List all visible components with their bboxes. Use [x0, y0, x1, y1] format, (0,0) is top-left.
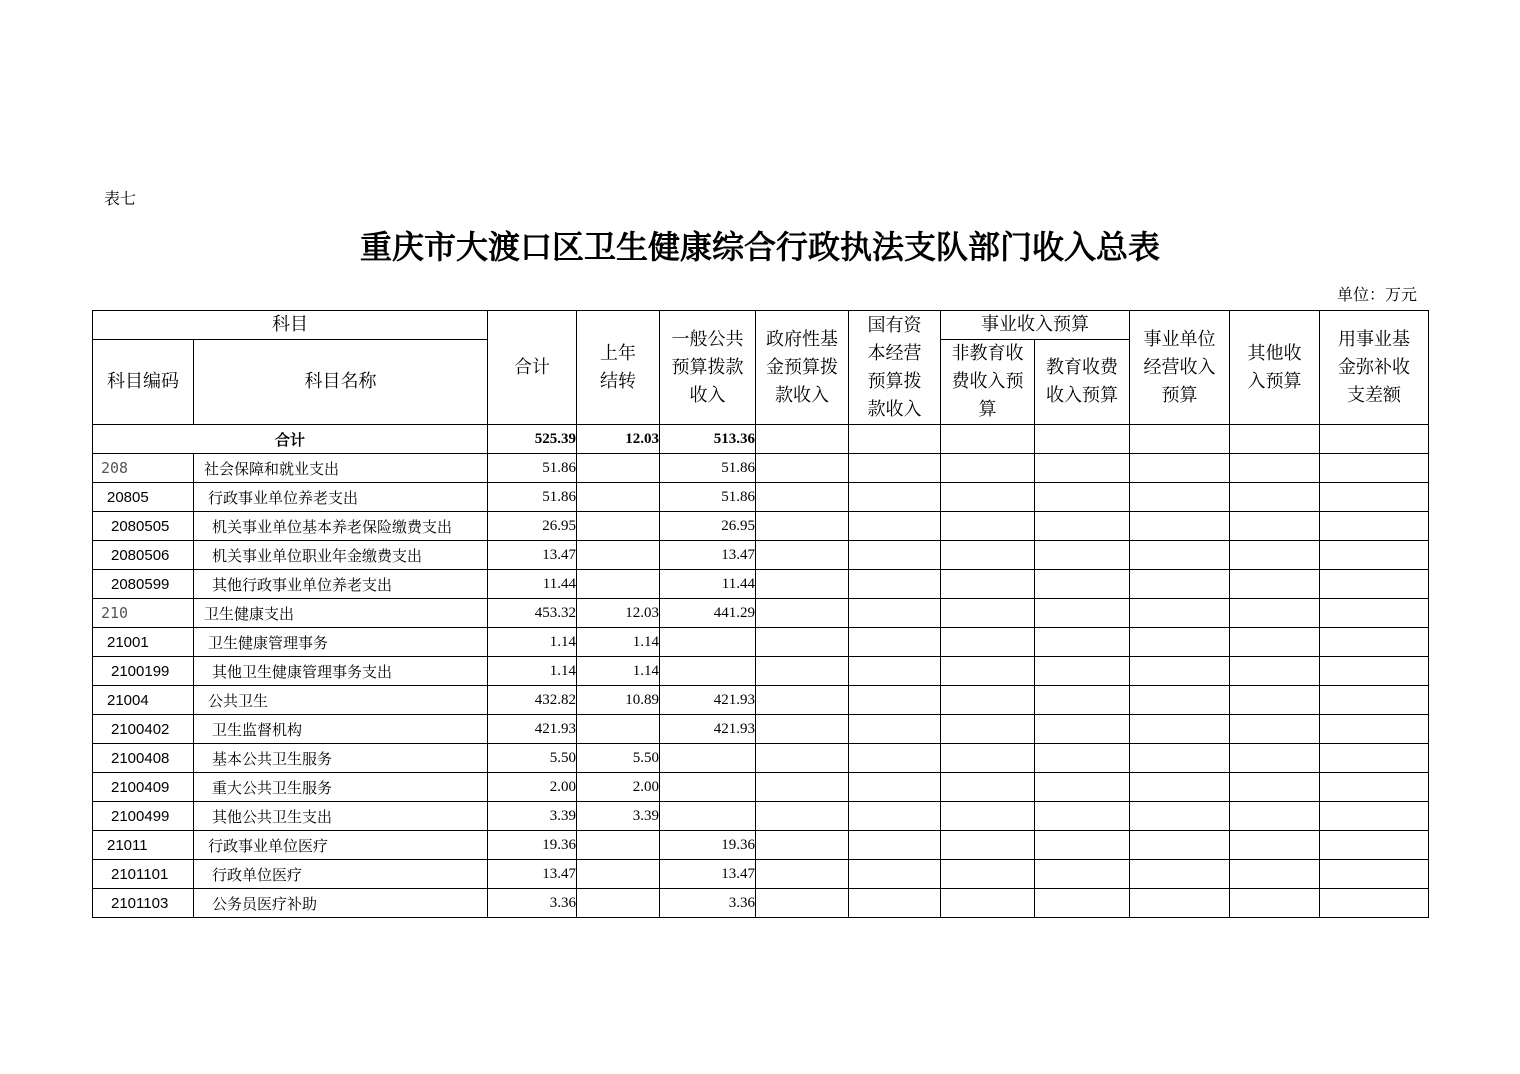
total-carryover: 12.03 — [577, 425, 660, 454]
table-row — [93, 541, 1429, 570]
cell-other-income — [1230, 483, 1320, 512]
cell-general-budget: 3.36 — [660, 889, 756, 918]
table-row — [93, 860, 1429, 889]
cell-non-edu-fee — [941, 773, 1035, 802]
cell-code: 2100408 — [93, 744, 194, 773]
cell-carryover: 5.50 — [577, 744, 660, 773]
cell-fund-offset — [1320, 512, 1429, 541]
cell-gov-fund — [756, 628, 849, 657]
cell-carryover — [577, 831, 660, 860]
total-state-capital — [849, 425, 941, 454]
cell-unit-operating — [1130, 744, 1230, 773]
cell-general-budget — [660, 744, 756, 773]
cell-other-income — [1230, 831, 1320, 860]
cell-non-edu-fee — [941, 686, 1035, 715]
cell-name: 其他行政事业单位养老支出 — [194, 570, 488, 599]
header-subject: 科目 — [93, 311, 488, 340]
cell-total: 51.86 — [488, 454, 577, 483]
income-summary-table — [92, 310, 1429, 918]
cell-general-budget: 26.95 — [660, 512, 756, 541]
header-state-capital: 国有资本经营预算拨款收入 — [849, 311, 941, 425]
cell-fund-offset — [1320, 773, 1429, 802]
cell-code: 2101103 — [93, 889, 194, 918]
cell-name: 卫生监督机构 — [194, 715, 488, 744]
cell-code: 208 — [93, 454, 194, 483]
cell-total: 5.50 — [488, 744, 577, 773]
table-row — [93, 454, 1429, 483]
cell-general-budget — [660, 628, 756, 657]
cell-non-edu-fee — [941, 541, 1035, 570]
total-total: 525.39 — [488, 425, 577, 454]
cell-code: 2100499 — [93, 802, 194, 831]
cell-edu-fee — [1035, 831, 1130, 860]
cell-state-capital — [849, 860, 941, 889]
total-fund-offset — [1320, 425, 1429, 454]
cell-unit-operating — [1130, 599, 1230, 628]
cell-edu-fee — [1035, 570, 1130, 599]
cell-edu-fee — [1035, 744, 1130, 773]
cell-gov-fund — [756, 831, 849, 860]
cell-name: 其他公共卫生支出 — [194, 802, 488, 831]
cell-unit-operating — [1130, 483, 1230, 512]
total-label: 合计 — [93, 425, 488, 454]
cell-gov-fund — [756, 773, 849, 802]
cell-carryover: 3.39 — [577, 802, 660, 831]
cell-state-capital — [849, 483, 941, 512]
cell-gov-fund — [756, 860, 849, 889]
cell-carryover — [577, 512, 660, 541]
cell-unit-operating — [1130, 628, 1230, 657]
cell-carryover — [577, 715, 660, 744]
cell-edu-fee — [1035, 889, 1130, 918]
total-edu-fee — [1035, 425, 1130, 454]
cell-other-income — [1230, 454, 1320, 483]
cell-fund-offset — [1320, 454, 1429, 483]
cell-general-budget: 51.86 — [660, 454, 756, 483]
cell-fund-offset — [1320, 599, 1429, 628]
table-row — [93, 570, 1429, 599]
cell-total: 3.36 — [488, 889, 577, 918]
cell-total: 1.14 — [488, 657, 577, 686]
cell-state-capital — [849, 454, 941, 483]
cell-other-income — [1230, 744, 1320, 773]
header-code: 科目编码 — [93, 340, 194, 425]
cell-unit-operating — [1130, 454, 1230, 483]
cell-fund-offset — [1320, 802, 1429, 831]
cell-state-capital — [849, 773, 941, 802]
cell-code: 21001 — [93, 628, 194, 657]
cell-non-edu-fee — [941, 802, 1035, 831]
total-non-edu-fee — [941, 425, 1035, 454]
cell-unit-operating — [1130, 512, 1230, 541]
cell-name: 重大公共卫生服务 — [194, 773, 488, 802]
table-row — [93, 483, 1429, 512]
cell-carryover: 1.14 — [577, 628, 660, 657]
cell-total: 2.00 — [488, 773, 577, 802]
cell-general-budget: 421.93 — [660, 715, 756, 744]
header-unit-operating: 事业单位经营收入预算 — [1130, 311, 1230, 425]
cell-non-edu-fee — [941, 628, 1035, 657]
cell-total: 13.47 — [488, 860, 577, 889]
cell-total: 51.86 — [488, 483, 577, 512]
table-label: 表七 — [104, 189, 137, 208]
cell-general-budget — [660, 773, 756, 802]
cell-code: 2101101 — [93, 860, 194, 889]
cell-fund-offset — [1320, 715, 1429, 744]
cell-other-income — [1230, 860, 1320, 889]
cell-code: 20805 — [93, 483, 194, 512]
cell-name: 行政事业单位医疗 — [194, 831, 488, 860]
cell-state-capital — [849, 715, 941, 744]
cell-unit-operating — [1130, 802, 1230, 831]
cell-total: 11.44 — [488, 570, 577, 599]
cell-gov-fund — [756, 889, 849, 918]
cell-other-income — [1230, 715, 1320, 744]
cell-carryover — [577, 570, 660, 599]
page-title: 重庆市大渡口区卫生健康综合行政执法支队部门收入总表 — [359, 228, 1160, 266]
cell-edu-fee — [1035, 454, 1130, 483]
cell-edu-fee — [1035, 686, 1130, 715]
cell-general-budget — [660, 802, 756, 831]
cell-fund-offset — [1320, 541, 1429, 570]
cell-name: 卫生健康管理事务 — [194, 628, 488, 657]
cell-total: 3.39 — [488, 802, 577, 831]
cell-total: 432.82 — [488, 686, 577, 715]
cell-general-budget: 51.86 — [660, 483, 756, 512]
cell-non-edu-fee — [941, 860, 1035, 889]
cell-non-edu-fee — [941, 715, 1035, 744]
cell-code: 21011 — [93, 831, 194, 860]
cell-name: 公共卫生 — [194, 686, 488, 715]
cell-state-capital — [849, 599, 941, 628]
cell-edu-fee — [1035, 860, 1130, 889]
cell-name: 卫生健康支出 — [194, 599, 488, 628]
table-row — [93, 744, 1429, 773]
cell-edu-fee — [1035, 657, 1130, 686]
header-non-edu-fee: 非教育收费收入预算 — [941, 340, 1035, 425]
cell-gov-fund — [756, 715, 849, 744]
cell-edu-fee — [1035, 541, 1130, 570]
cell-non-edu-fee — [941, 483, 1035, 512]
cell-general-budget: 13.47 — [660, 541, 756, 570]
cell-code: 210 — [93, 599, 194, 628]
cell-unit-operating — [1130, 686, 1230, 715]
cell-total: 26.95 — [488, 512, 577, 541]
cell-name: 机关事业单位职业年金缴费支出 — [194, 541, 488, 570]
cell-gov-fund — [756, 802, 849, 831]
cell-carryover: 1.14 — [577, 657, 660, 686]
cell-fund-offset — [1320, 570, 1429, 599]
cell-carryover — [577, 541, 660, 570]
cell-state-capital — [849, 628, 941, 657]
header-general-budget: 一般公共预算拨款收入 — [660, 311, 756, 425]
cell-unit-operating — [1130, 860, 1230, 889]
cell-other-income — [1230, 570, 1320, 599]
table-row — [93, 889, 1429, 918]
cell-carryover: 2.00 — [577, 773, 660, 802]
cell-carryover: 10.89 — [577, 686, 660, 715]
cell-gov-fund — [756, 483, 849, 512]
table-row — [93, 512, 1429, 541]
total-other-income — [1230, 425, 1320, 454]
cell-unit-operating — [1130, 889, 1230, 918]
cell-name: 其他卫生健康管理事务支出 — [194, 657, 488, 686]
cell-unit-operating — [1130, 541, 1230, 570]
cell-other-income — [1230, 657, 1320, 686]
cell-fund-offset — [1320, 657, 1429, 686]
cell-other-income — [1230, 889, 1320, 918]
cell-other-income — [1230, 541, 1320, 570]
cell-general-budget — [660, 657, 756, 686]
cell-total: 421.93 — [488, 715, 577, 744]
cell-fund-offset — [1320, 889, 1429, 918]
cell-code: 21004 — [93, 686, 194, 715]
cell-fund-offset — [1320, 686, 1429, 715]
cell-gov-fund — [756, 454, 849, 483]
header-other-income: 其他收入预算 — [1230, 311, 1320, 425]
table-row — [93, 773, 1429, 802]
cell-other-income — [1230, 599, 1320, 628]
cell-name: 基本公共卫生服务 — [194, 744, 488, 773]
cell-total: 13.47 — [488, 541, 577, 570]
cell-non-edu-fee — [941, 599, 1035, 628]
table-row — [93, 657, 1429, 686]
cell-state-capital — [849, 831, 941, 860]
cell-fund-offset — [1320, 744, 1429, 773]
cell-state-capital — [849, 541, 941, 570]
cell-non-edu-fee — [941, 512, 1035, 541]
cell-non-edu-fee — [941, 889, 1035, 918]
table-row — [93, 831, 1429, 860]
cell-name: 行政事业单位养老支出 — [194, 483, 488, 512]
cell-general-budget: 19.36 — [660, 831, 756, 860]
cell-edu-fee — [1035, 802, 1130, 831]
cell-unit-operating — [1130, 715, 1230, 744]
cell-state-capital — [849, 744, 941, 773]
cell-edu-fee — [1035, 483, 1130, 512]
cell-non-edu-fee — [941, 454, 1035, 483]
cell-state-capital — [849, 686, 941, 715]
cell-other-income — [1230, 773, 1320, 802]
header-carryover: 上年结转 — [577, 311, 660, 425]
cell-total: 453.32 — [488, 599, 577, 628]
cell-gov-fund — [756, 541, 849, 570]
cell-carryover: 12.03 — [577, 599, 660, 628]
total-row — [93, 425, 1429, 454]
cell-other-income — [1230, 628, 1320, 657]
cell-other-income — [1230, 686, 1320, 715]
cell-code: 2100199 — [93, 657, 194, 686]
cell-general-budget: 441.29 — [660, 599, 756, 628]
table-row — [93, 599, 1429, 628]
cell-fund-offset — [1320, 628, 1429, 657]
cell-code: 2080505 — [93, 512, 194, 541]
cell-state-capital — [849, 512, 941, 541]
header-gov-fund: 政府性基金预算拨款收入 — [756, 311, 849, 425]
cell-name: 行政单位医疗 — [194, 860, 488, 889]
cell-unit-operating — [1130, 657, 1230, 686]
cell-edu-fee — [1035, 715, 1130, 744]
total-unit-operating — [1130, 425, 1230, 454]
cell-name: 社会保障和就业支出 — [194, 454, 488, 483]
cell-name: 机关事业单位基本养老保险缴费支出 — [194, 512, 488, 541]
table-row — [93, 628, 1429, 657]
cell-name: 公务员医疗补助 — [194, 889, 488, 918]
cell-code: 2080506 — [93, 541, 194, 570]
cell-carryover — [577, 483, 660, 512]
header-fund-offset: 用事业基金弥补收支差额 — [1320, 311, 1429, 425]
header-total: 合计 — [488, 311, 577, 425]
cell-carryover — [577, 860, 660, 889]
total-general-budget: 513.36 — [660, 425, 756, 454]
cell-code: 2100409 — [93, 773, 194, 802]
cell-state-capital — [849, 802, 941, 831]
cell-edu-fee — [1035, 512, 1130, 541]
cell-carryover — [577, 454, 660, 483]
cell-edu-fee — [1035, 773, 1130, 802]
unit-label: 单位：万元 — [1336, 285, 1417, 304]
cell-non-edu-fee — [941, 570, 1035, 599]
cell-general-budget: 421.93 — [660, 686, 756, 715]
cell-fund-offset — [1320, 860, 1429, 889]
table-row — [93, 715, 1429, 744]
cell-gov-fund — [756, 686, 849, 715]
cell-total: 1.14 — [488, 628, 577, 657]
total-gov-fund — [756, 425, 849, 454]
cell-state-capital — [849, 570, 941, 599]
cell-state-capital — [849, 657, 941, 686]
cell-general-budget: 11.44 — [660, 570, 756, 599]
cell-edu-fee — [1035, 628, 1130, 657]
cell-non-edu-fee — [941, 744, 1035, 773]
header-name: 科目名称 — [194, 340, 488, 425]
cell-other-income — [1230, 802, 1320, 831]
cell-gov-fund — [756, 657, 849, 686]
table-row — [93, 686, 1429, 715]
cell-non-edu-fee — [941, 831, 1035, 860]
cell-gov-fund — [756, 570, 849, 599]
cell-carryover — [577, 889, 660, 918]
cell-gov-fund — [756, 599, 849, 628]
table-row — [93, 802, 1429, 831]
cell-unit-operating — [1130, 773, 1230, 802]
cell-edu-fee — [1035, 599, 1130, 628]
cell-non-edu-fee — [941, 657, 1035, 686]
cell-unit-operating — [1130, 831, 1230, 860]
cell-unit-operating — [1130, 570, 1230, 599]
cell-other-income — [1230, 512, 1320, 541]
cell-fund-offset — [1320, 831, 1429, 860]
cell-gov-fund — [756, 744, 849, 773]
header-edu-fee: 教育收费收入预算 — [1035, 340, 1130, 425]
cell-fund-offset — [1320, 483, 1429, 512]
cell-gov-fund — [756, 512, 849, 541]
cell-code: 2100402 — [93, 715, 194, 744]
cell-code: 2080599 — [93, 570, 194, 599]
cell-total: 19.36 — [488, 831, 577, 860]
cell-general-budget: 13.47 — [660, 860, 756, 889]
cell-state-capital — [849, 889, 941, 918]
header-career-income: 事业收入预算 — [941, 311, 1130, 340]
